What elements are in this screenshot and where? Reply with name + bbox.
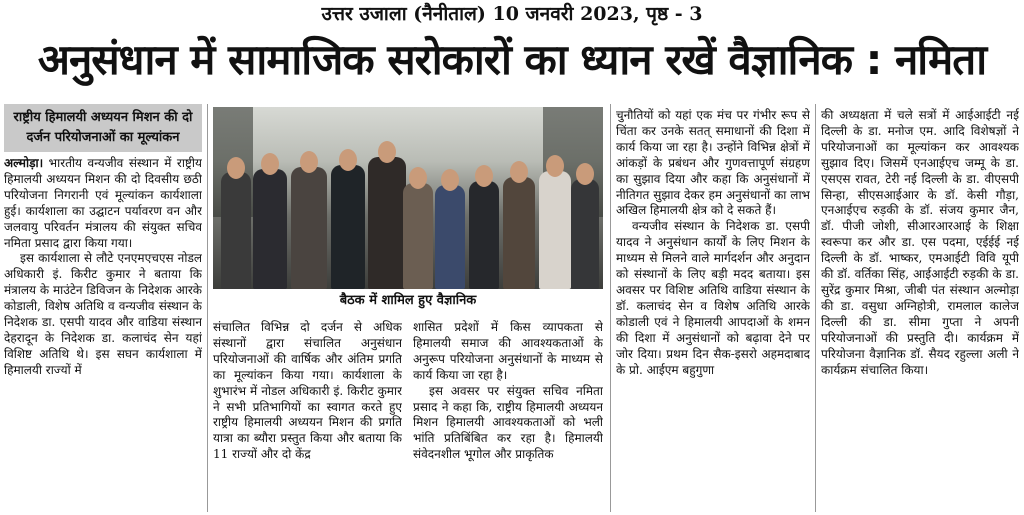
paragraph: वन्यजीव संस्थान के निदेशक डा. एसपी यादव ने अनुसंधान कार्यों के लिए मिशन के माध्यम से मिलने वाले मार्गदर्शन और अनुदान को संस्थानों के लिए बड़ी मदद बताया। इस अवसर पर विशिष्ट अतिथि वाडिया संस्थान के डॉ. कलाचंद सेन व विशेष अतिथि आरके कोडाली एवं ने हिमालयी आपदाओं के शमन की दिशा में अनुसंधानों को बढ़ावा देने पर जोर दिया। प्रथम दिन सैक-इसरो अहमदाबाद के प्रो. आईएम बहुगुणा	[616, 219, 810, 377]
article-column-4	[616, 108, 810, 512]
paragraph: शासित प्रदेशों में किस व्यापकता से हिमालयी समाज की आवश्यकताओं के अनुरूप परियोजना अनुसंधानों के माध्यम से कार्य किया जा रहा है।	[413, 320, 603, 382]
article-column-2	[213, 320, 402, 512]
paragraph: संचालित विभिन्न दो दर्जन से अधिक संस्थानों द्वारा संचालित अनुसंधान परियोजनाओं की वार्षिक और अंतिम प्रगति का मूल्यांकन किया गया। कार्यशाला के शुभारंभ में नोडल अधिकारी इं. किरीट कुमार ने सभी प्रतिभागियों का स्वागत करते हुए राष्ट्रीय हिमालयी अध्ययन मिशन की प्रगति यात्रा का ब्यौरा प्रस्तुत किया और बताया कि 11 राज्यों और दो केंद्र	[213, 320, 402, 462]
paragraph: भारतीय वन्यजीव संस्थान में राष्ट्रीय हिमालयी अध्ययन मिशन की दो दिवसीय छठी परियोजना निगरानी एवं मूल्यांकन कार्यशाला हुई। कार्यशाला का उद्घाटन पर्यावरण वन और जलवायु परिवर्तन मंत्रालय की संयुक्त सचिव नमिता प्रसाद द्वारा किया गया।	[4, 156, 202, 250]
dateline-city: अल्मोड़ा।	[4, 156, 44, 170]
page-title: अनुसंधान में सामाजिक सरोकारों का ध्यान रखें वैज्ञानिक : नमिता	[37, 35, 987, 84]
paragraph: इस अवसर पर संयुक्त सचिव नमिता प्रसाद ने कहा कि, राष्ट्रीय हिमालयी अध्ययन मिशन हिमालयी आवश्यकताओं को भली भांति प्रतिबिंबित कर रहा है। हिमालयी संवेदनशील भूगोल और प्राकृतिक	[413, 383, 603, 462]
article-column-1	[4, 156, 202, 512]
group-photo	[213, 107, 603, 289]
paragraph: की अध्यक्षता में चले सत्रों में आईआईटी नई दिल्ली के डा. मनोज एम. आदि विशेषज्ञों ने परियोजनाओं का मूल्यांकन कर आवश्यक सुझाव दिए। जिसमें एनआईएच जम्मू के डा. एसएस रावत, टेरी नई दिल्ली के डा. वीएसपी सिन्हा, सीएसआईआर के डॉ. केसी गौड़ा, एनआईएच रुड़की के डॉ. संजय कुमार जैन, डॉ. पीजी जोशी, सीआरआरआई के शिक्षा स्वरूपा कर और डा. एस पदमा, एईईई नई दिल्ली के डॉ. भाष्कर, एमआईटी विवि यूपी की डॉ. वर्तिका सिंह, आईआईटी रुड़की के डा. सुरेंद्र कुमार मिश्रा, जीबी पंत संस्थान अल्मोड़ा की डा. वसुधा अग्निहोत्री, रामलाल कालेज दिल्ली की डा. सीमा गुप्ता ने अपनी परियोजनाओं की प्रस्तुति दी। कार्यक्रम में परियोजना वैज्ञानिक डॉ. सैयद रहुल्ला अली ने कार्यक्रम संचालित किया।	[821, 108, 1019, 377]
subheadline: राष्ट्रीय हिमालयी अध्ययन मिशन की दो दर्जन परियोजनाओं का मूल्यांकन	[4, 104, 202, 152]
article-column-3	[413, 320, 603, 512]
paragraph: चुनौतियों को यहां एक मंच पर गंभीर रूप से चिंता कर उनके सतत् समाधानों की दिशा में कार्य किया जा रहा है। उन्होंने विभिन्न क्षेत्रों में आंकड़ों के प्रबंधन और गुणवत्तापूर्ण संग्रहण का सुझाव दिया और कहा कि अनुसंधानों में नीतिगत सुझाव देकर हम अनुसंधानों का लाभ अखिल हिमालयी क्षेत्र को दे सकते हैं।	[616, 108, 810, 218]
photo-caption: बैठक में शामिल हुए वैज्ञानिक	[339, 293, 477, 308]
article-column-5	[821, 108, 1019, 512]
dateline: उत्तर उजाला (नैनीताल) 10 जनवरी 2023, पृष्ठ - 3	[321, 3, 703, 25]
paragraph: इस कार्यशाला से लौटे एनएमएचएस नोडल अधिकारी इं. किरीट कुमार ने बताया कि मंत्रालय के माउंटेन डिविजन के निदेशक आरके कोडाली, विशेष अतिथि व वन्यजीव संस्थान के निदेशक डा. एसपी यादव और वाडिया संस्थान देहरादून के निदेशक डा. कलाचंद सेन यहां विशिष्ट अतिथि थे। इस सघन कार्यशाला में हिमालयी राज्यों में	[4, 251, 202, 377]
